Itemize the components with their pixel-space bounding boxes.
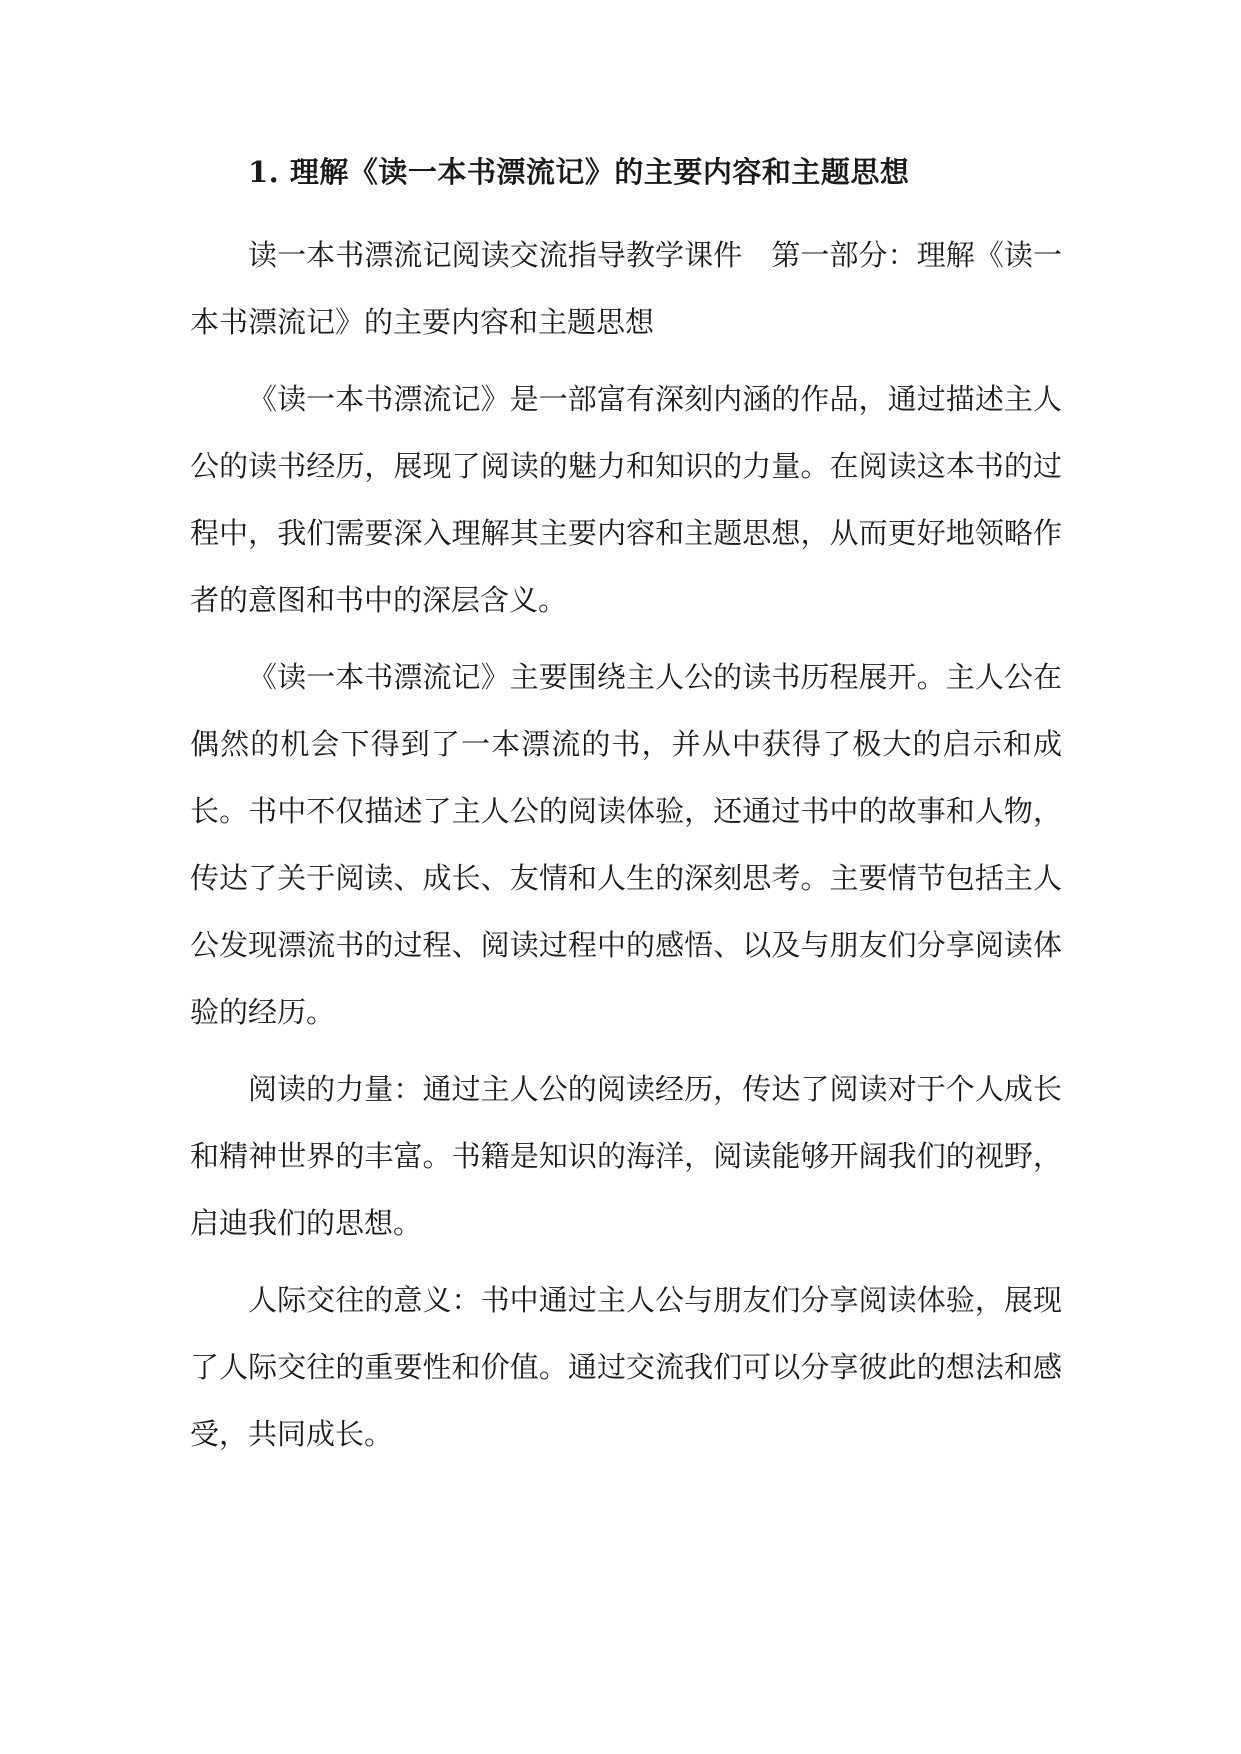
paragraph-overview: 《读一本书漂流记》是一部富有深刻内涵的作品，通过描述主人公的读书经历，展现了阅读的魅力和知识的力量。在阅读这本书的过程中，我们需要深入理解其主要内容和主题思想，从而更好地领略作者的意图和书中的深层含义。 (190, 382, 1062, 617)
document-body (190, 222, 1062, 1478)
paragraph-intro: 读一本书漂流记阅读交流指导教学课件 第一部分：理解《读一本书漂流记》的主要内容和主题思想 (190, 238, 1062, 339)
section-heading: 1. 理解《读一本书漂流记》的主要内容和主题思想 (248, 155, 910, 189)
paragraph-plot: 《读一本书漂流记》主要围绕主人公的读书历程展开。主人公在偶然的机会下得到了一本漂流的书，并从中获得了极大的启示和成长。书中不仅描述了主人公的阅读体验，还通过书中的故事和人物，传达了关于阅读、成长、友情和人生的深刻思考。主要情节包括主人公发现漂流书的过程、阅读过程中的感悟、以及与朋友们分享阅读体验的经历。 (190, 660, 1062, 1029)
paragraph-power-of-reading: 阅读的力量：通过主人公的阅读经历，传达了阅读对于个人成长和精神世界的丰富。书籍是知识的海洋，阅读能够开阔我们的视野，启迪我们的思想。 (190, 1072, 1062, 1240)
paragraph-social-interaction: 人际交往的意义：书中通过主人公与朋友们分享阅读体验，展现了人际交往的重要性和价值。通过交流我们可以分享彼此的想法和感受，共同成长。 (190, 1283, 1062, 1451)
